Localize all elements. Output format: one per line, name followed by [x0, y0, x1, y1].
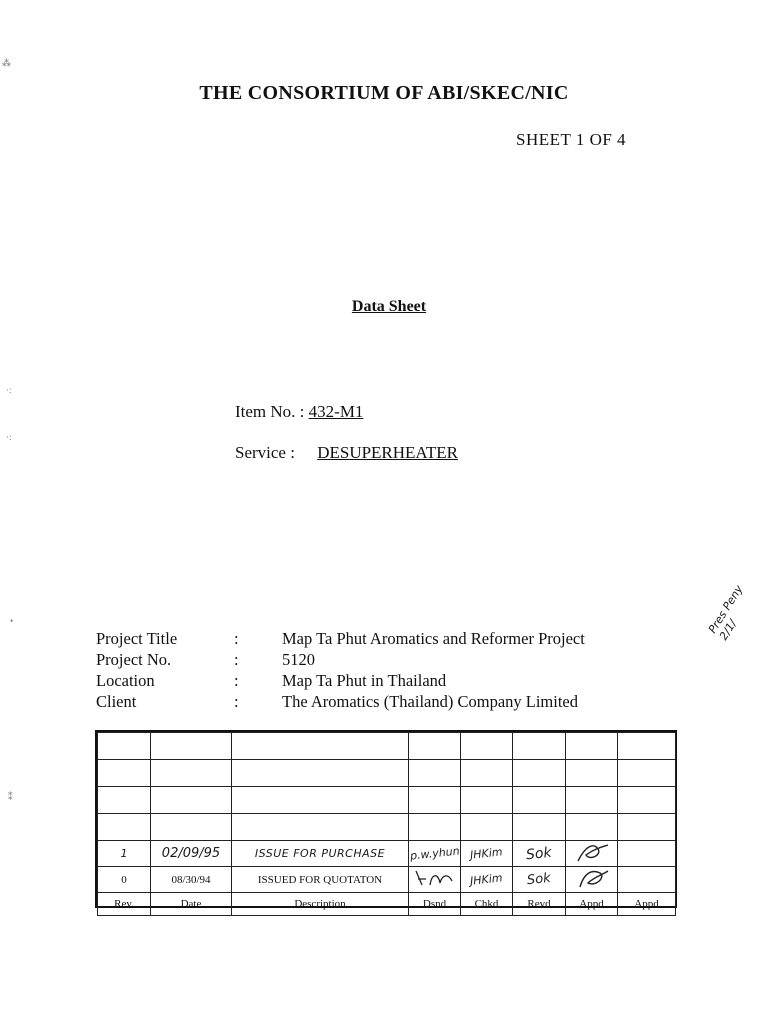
service-value: DESUPERHEATER [317, 443, 458, 462]
client-value: The Aromatics (Thailand) Company Limited [282, 692, 579, 711]
project-no-label: Project No. [96, 650, 172, 669]
item-number [235, 402, 363, 422]
chkd-signature-text: JHKim [469, 871, 504, 888]
header-appd: Appd [566, 893, 618, 916]
date-cell: 08/30/94 [151, 867, 232, 893]
scan-speck: ⁑ [8, 792, 13, 802]
service [235, 443, 458, 463]
project-no-value: 5120 [282, 650, 315, 669]
appd-signature-mark [572, 841, 612, 863]
rev-cell: 0 [98, 867, 151, 893]
location-label: Location [96, 671, 155, 690]
dsnd-signature-mark [412, 867, 458, 889]
chkd-signature [461, 841, 513, 867]
dsnd-signature-text: p.w.yhun [409, 844, 460, 863]
dsnd-signature [409, 867, 461, 893]
description-cell: ISSUED FOR QUOTATON [232, 867, 409, 893]
scan-speck: ·: [6, 385, 12, 395]
scan-speck: ⁂ [2, 58, 11, 68]
header-appd: Appd [618, 893, 676, 916]
consortium-title: THE CONSORTIUM OF ABI/SKEC/NIC [199, 82, 569, 104]
description-cell: ISSUE FOR PURCHASE [232, 841, 409, 867]
separator: : [234, 671, 239, 690]
appd-cell [618, 841, 676, 867]
separator: : [234, 692, 239, 711]
revision-row-empty [98, 787, 676, 814]
scan-speck: • [10, 616, 14, 626]
separator: : [234, 650, 239, 669]
header-rev: Rev. [98, 893, 151, 916]
revision-header-row [98, 893, 676, 916]
header-dsnd: Dsnd [409, 893, 461, 916]
revd-signature-text: Sok [526, 870, 552, 889]
item-label: Item No. : [235, 402, 309, 421]
document-title: Data Sheet [351, 298, 427, 315]
header-chkd: Chkd [461, 893, 513, 916]
project-title-label: Project Title [96, 629, 178, 648]
location-value: Map Ta Phut in Thailand [282, 671, 447, 690]
revision-row [98, 867, 676, 893]
scan-speck: ·: [6, 432, 12, 442]
chkd-signature-text: JHKim [469, 845, 504, 862]
header-date: Date [151, 893, 232, 916]
revision-row-empty [98, 760, 676, 787]
rev-cell: 1 [98, 841, 151, 867]
header-revd: Revd [513, 893, 566, 916]
date-cell: 02/09/95 [151, 841, 232, 867]
project-title-value: Map Ta Phut Aromatics and Reformer Project [282, 629, 585, 648]
appd-cell [618, 867, 676, 893]
appd-signature [566, 867, 618, 893]
revd-signature [513, 867, 566, 893]
dsnd-signature [409, 841, 461, 867]
revision-row-empty [98, 814, 676, 841]
item-value: 432-M1 [308, 402, 364, 421]
appd-signature-mark [572, 867, 612, 889]
margin-note: Pres Peny 2/1/ [705, 582, 746, 643]
separator: : [234, 629, 239, 648]
chkd-signature [461, 867, 513, 893]
revision-table [95, 730, 677, 908]
service-label: Service : [235, 443, 300, 462]
sheet-number: SHEET 1 OF 4 [516, 130, 627, 149]
revision-row-empty [98, 733, 676, 760]
revd-signature [513, 841, 566, 867]
client-label: Client [96, 692, 137, 711]
appd-signature [566, 841, 618, 867]
revd-signature-text: Sok [525, 844, 553, 863]
header-description: Description [232, 893, 409, 916]
revision-row [98, 841, 676, 867]
